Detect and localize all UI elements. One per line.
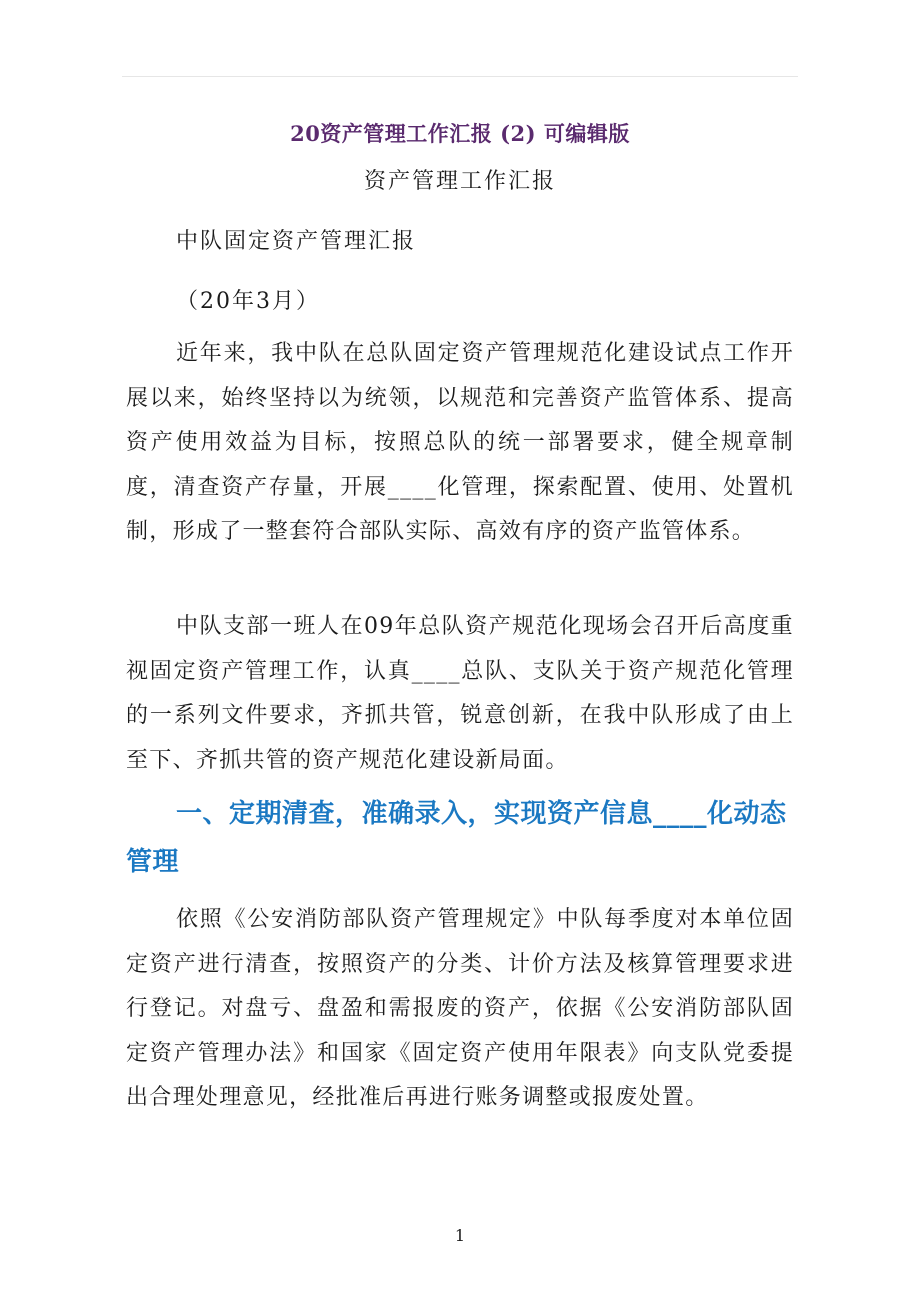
document-subtitle: 资产管理工作汇报 <box>363 169 556 194</box>
document-title: 20资产管理工作汇报 (2) 可编辑版 <box>290 121 630 146</box>
paragraph-1: 近年来，我中队在总队固定资产管理规范化建设试点工作开展以来，始终坚持以为统领，以规范和完善资产监管体系、提高资产使用效益为目标，按照总队的统一部署要求，健全规章制度，清查资产存量，开展____化管理，探索配置、使用、处置机制，形成了一整套符合部队实际、高效有序的资产监管体系。 <box>126 341 794 544</box>
page-number: 1 <box>454 1226 466 1245</box>
heading-1: 一、定期清查，准确录入，实现资产信息____化动态管理 <box>126 799 787 877</box>
header-divider <box>122 76 798 77</box>
paragraph-3: 依照《公安消防部队资产管理规定》中队每季度对本单位固定资产进行清查，按照资产的分类、计价方法及核算管理要求进行登记。对盘亏、盘盈和需报废的资产，依据《公安消防部队固定资产管理办法》和国家《固定资产使用年限表》向支队党委提出合理处理意见，经批准后再进行账务调整或报废处置。 <box>126 907 794 1110</box>
date-line: （20年3月） <box>176 289 320 314</box>
paragraph-2: 中队支部一班人在09年总队资产规范化现场会召开后高度重视固定资产管理工作，认真____总队、支队关于资产规范化管理的一系列文件要求，齐抓共管，锐意创新，在我中队形成了由上至下、齐抓共管的资产规范化建设新局面。 <box>126 614 794 773</box>
section-heading: 中队固定资产管理汇报 <box>176 229 417 254</box>
